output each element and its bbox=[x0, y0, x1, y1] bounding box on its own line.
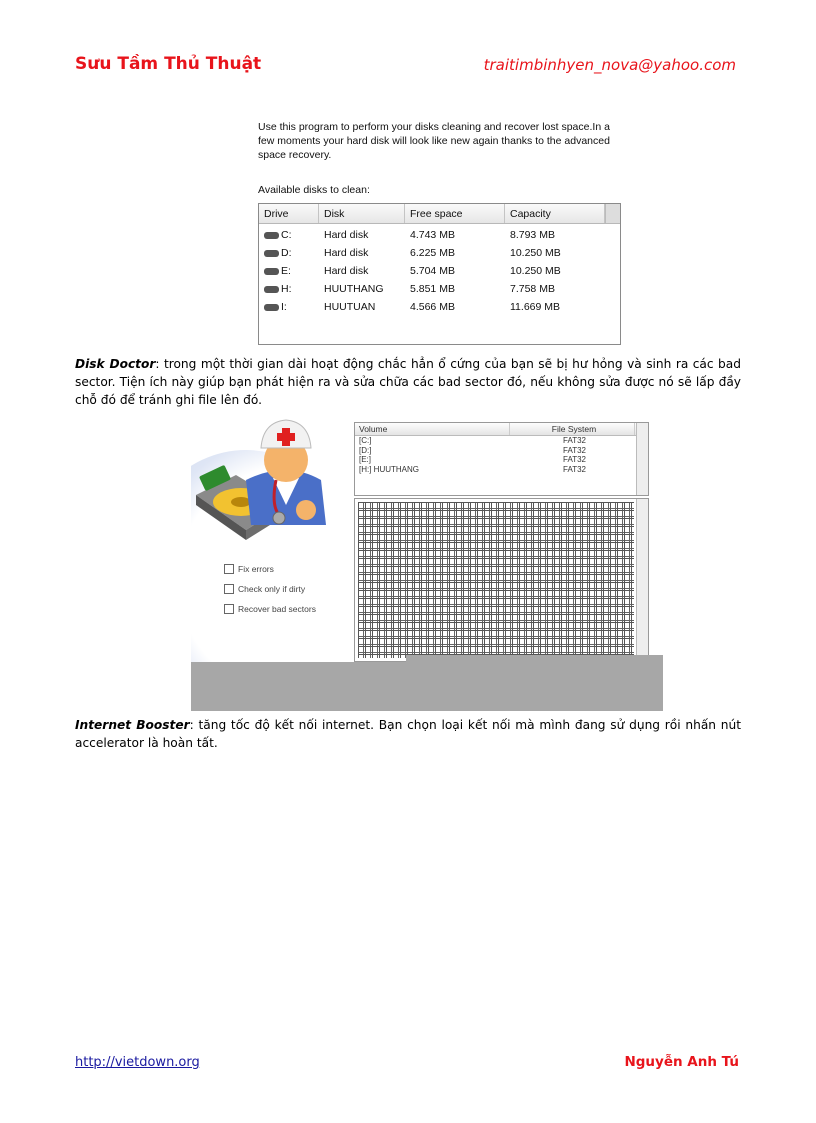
free-space: 4.566 MB bbox=[410, 301, 455, 313]
hard-drive-icon bbox=[264, 250, 279, 257]
disk-name: HUUTHANG bbox=[324, 283, 384, 295]
volume-list-scrollbar[interactable] bbox=[636, 423, 648, 495]
disk-cleaner-screenshot bbox=[250, 112, 633, 348]
volume-row[interactable] bbox=[355, 455, 648, 465]
capacity: 11.669 MB bbox=[510, 301, 561, 313]
volume-row[interactable] bbox=[355, 436, 648, 446]
disk-name: HUUTUAN bbox=[324, 301, 376, 313]
hard-drive-icon bbox=[264, 232, 279, 239]
disk-row[interactable] bbox=[259, 244, 620, 262]
column-disk[interactable]: Disk bbox=[319, 204, 405, 223]
check-only-if-dirty-checkbox[interactable] bbox=[224, 584, 305, 594]
disk-name: Hard disk bbox=[324, 229, 369, 241]
drive-letter: I: bbox=[281, 301, 287, 313]
list-scrollbar[interactable] bbox=[605, 204, 620, 223]
disks-list-header bbox=[259, 204, 620, 224]
file-system: FAT32 bbox=[563, 455, 586, 464]
disks-list[interactable] bbox=[258, 203, 621, 345]
capacity: 10.250 MB bbox=[510, 247, 561, 259]
disk-doctor-screenshot bbox=[191, 410, 663, 711]
volume-name: [H:] HUUTHANG bbox=[359, 464, 419, 474]
volume-list-header bbox=[355, 423, 648, 436]
column-capacity[interactable]: Capacity bbox=[505, 204, 605, 223]
hard-drive-icon bbox=[264, 304, 279, 311]
disk-row[interactable] bbox=[259, 298, 620, 316]
fix-errors-checkbox[interactable] bbox=[224, 564, 274, 574]
disk-row[interactable] bbox=[259, 262, 620, 280]
drive-letter: E: bbox=[281, 265, 291, 277]
disk-name: Hard disk bbox=[324, 247, 369, 259]
recover-bad-sectors-checkbox[interactable] bbox=[224, 604, 316, 614]
disk-cleaner-intro: Use this program to perform your disks cleaning and recover lost space.In a few moments your hard disk will look like new again thanks to the advanced space recovery. bbox=[258, 121, 610, 161]
column-drive[interactable]: Drive bbox=[259, 204, 319, 223]
drive-letter: H: bbox=[281, 283, 292, 295]
gray-footer-bar bbox=[191, 662, 663, 711]
free-space: 6.225 MB bbox=[410, 247, 455, 259]
header-email: traitimbinhyen_nova@yahoo.com bbox=[483, 56, 736, 74]
hard-drive-icon bbox=[264, 268, 279, 275]
column-free-space[interactable]: Free space bbox=[405, 204, 505, 223]
internet-booster-text: : tăng tốc độ kết nối internet. Bạn chọn loại kết nối mà mình đang sử dụng rồi nhấn nút accelerator là hoàn tất. bbox=[75, 718, 742, 750]
free-space: 4.743 MB bbox=[410, 229, 455, 241]
file-system: FAT32 bbox=[563, 436, 586, 445]
recover-bad-sectors-label: Recover bad sectors bbox=[238, 604, 316, 614]
column-volume[interactable]: Volume bbox=[355, 423, 510, 435]
capacity: 10.250 MB bbox=[510, 265, 561, 277]
free-space: 5.704 MB bbox=[410, 265, 455, 277]
internet-booster-paragraph bbox=[75, 716, 741, 752]
doctor-panel bbox=[191, 410, 351, 662]
file-system: FAT32 bbox=[563, 464, 586, 474]
volume-list[interactable] bbox=[354, 422, 649, 496]
drive-letter: D: bbox=[281, 247, 292, 259]
disk-row[interactable] bbox=[259, 226, 620, 244]
capacity: 7.758 MB bbox=[510, 283, 555, 295]
capacity: 8.793 MB bbox=[510, 229, 555, 241]
disk-doctor-text: : trong một thời gian dài hoạt động chắc hẳn ổ cứng của bạn sẽ bị hư hỏng và sinh ra các bad sector. Tiện ích này giúp bạn phát hiện ra và sửa chữa các bad sector đó, nếu không sửa được nó sẽ lấp đầy chỗ đó để tránh ghi file lên đó. bbox=[75, 357, 741, 407]
footer-author: Nguyễn Anh Tú bbox=[624, 1054, 739, 1070]
file-system: FAT32 bbox=[563, 445, 586, 455]
disk-doctor-term: Disk Doctor bbox=[75, 357, 156, 371]
disk-name: Hard disk bbox=[324, 265, 369, 277]
volume-name: [E:] bbox=[359, 455, 372, 464]
drive-letter: C: bbox=[281, 229, 292, 241]
sector-map-scrollbar[interactable] bbox=[636, 499, 648, 661]
free-space: 5.851 MB bbox=[410, 283, 455, 295]
volume-name: [D:] bbox=[359, 445, 372, 455]
sector-grid bbox=[358, 502, 634, 658]
doctor-illustration-icon bbox=[191, 410, 351, 550]
hard-drive-icon bbox=[264, 286, 279, 293]
fix-errors-label: Fix errors bbox=[238, 564, 274, 574]
disk-doctor-paragraph bbox=[75, 355, 741, 409]
header-title: Sưu Tầm Thủ Thuật bbox=[75, 54, 262, 74]
volume-name: [C:] bbox=[359, 436, 372, 445]
available-disks-label: Available disks to clean: bbox=[258, 184, 370, 196]
column-file-system[interactable]: File System bbox=[510, 423, 635, 435]
check-only-if-dirty-label: Check only if dirty bbox=[238, 584, 306, 594]
disk-row[interactable] bbox=[259, 280, 620, 298]
internet-booster-term: Internet Booster bbox=[75, 718, 190, 732]
footer-link[interactable]: http://vietdown.org bbox=[75, 1055, 200, 1070]
sector-map bbox=[354, 498, 649, 662]
volume-row[interactable] bbox=[355, 465, 648, 475]
volume-row[interactable] bbox=[355, 446, 648, 456]
